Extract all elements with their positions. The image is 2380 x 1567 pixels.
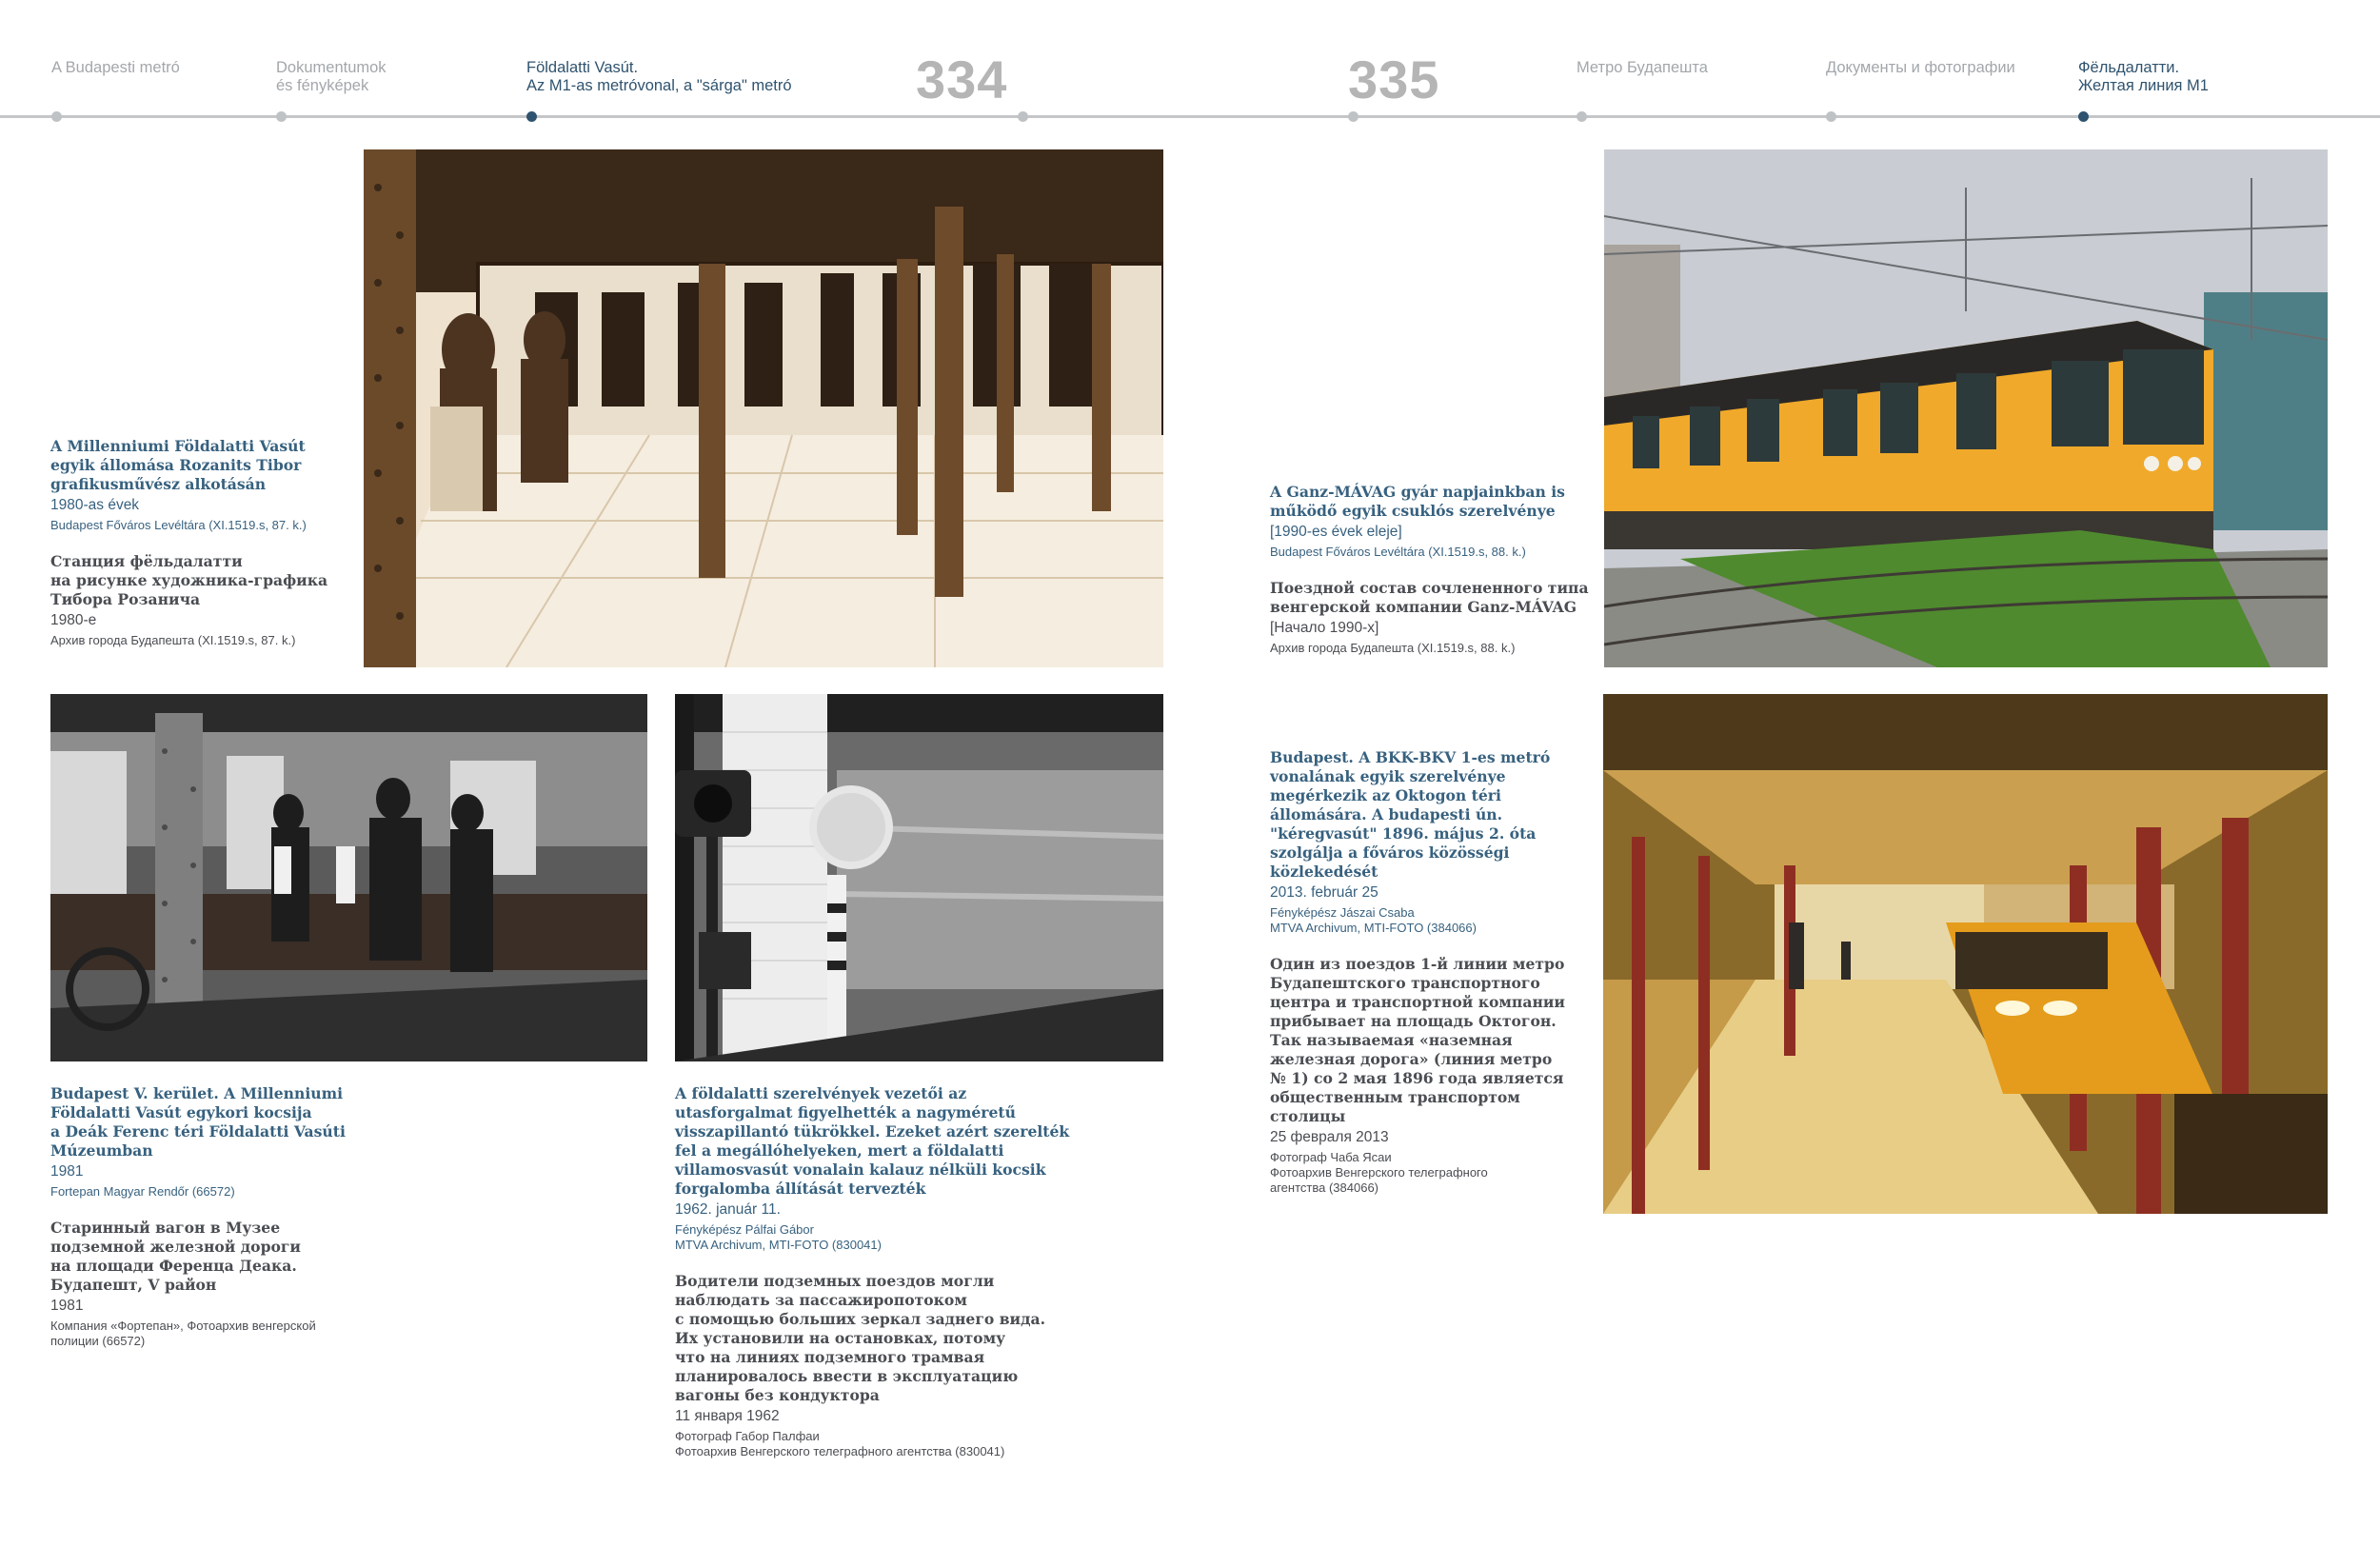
header-dot-active xyxy=(526,111,537,122)
header-dot xyxy=(276,111,287,122)
caption-title-ru: Старинный вагон в Музее подземной железной дороги на площади Ференца Деака. Будапешт, V район xyxy=(50,1219,301,1294)
header-dot xyxy=(1018,111,1028,122)
caption-title-ru: Один из поездов 1-й линии метро Будапештского транспортного центра и транспортной компании прибывает на площадь Октогон. Так называемая «наземная железная дорога» (линия метро № 1) со 2 мая 1896 года является общественным транспортом столицы xyxy=(1270,955,1565,1125)
caption-title-ru: Станция фёльдалатти на рисунке художника-графика Тибора Розанича xyxy=(50,552,328,608)
header-dot xyxy=(1826,111,1836,122)
caption-title-hu: A földalatti szerelvények vezetői az utasforgalmat figyelhették a nagyméretű visszapillantó tükrökkel. Ezeket azért szerelték fel a megállóhelyeken, mert a földalatti villamosvasút vonalain kalauz nélküli kocsik forgalomba állítását tervezték xyxy=(675,1084,1070,1198)
caption-date-ru: 11 января 1962 xyxy=(675,1408,780,1424)
caption-date-hu: 1980-as évek xyxy=(50,497,140,513)
caption-source-hu: Budapest Főváros Levéltára (XI.1519.s, 88. k.) xyxy=(1270,545,1526,559)
header-left-section-1: A Budapesti metró xyxy=(51,59,180,76)
caption-title-ru: Водители подземных поездов могли наблюдать за пассажиропотоком с помощью больших зеркал заднего вида. Их установили на остановках, потому что на линиях подземного трамвая планировалось ввести в эксплуатацию вагоны без кондуктора xyxy=(675,1272,1046,1404)
oktogon-station-image xyxy=(1603,694,2328,1214)
caption-source-hu: Fényképész Pálfai Gábor MTVA Archivum, MTI-FOTO (830041) xyxy=(675,1222,882,1252)
caption-title-hu: Budapest V. kerület. A Millenniumi Földalatti Vasút egykori kocsija a Deák Ferenc téri Földalatti Vasúti Múzeumban xyxy=(50,1084,346,1160)
caption-date-hu: 1962. január 11. xyxy=(675,1201,781,1218)
header-dot xyxy=(1348,111,1359,122)
caption-source-ru: Архив города Будапешта (XI.1519.s, 87. k.) xyxy=(50,633,296,647)
caption-museum-car xyxy=(50,1084,412,1349)
caption-source-hu: Fortepan Magyar Rendőr (66572) xyxy=(50,1184,235,1199)
caption-source-ru: Компания «Фортепан», Фотоархив венгерской полиции (66572) xyxy=(50,1319,316,1348)
header-left-section-3: Földalatti Vasút. Az M1-as metróvonal, a "sárga" metró xyxy=(526,59,792,94)
page-number-right: 335 xyxy=(1348,50,1440,109)
caption-title-hu: A Ganz-MÁVAG gyár napjainkban is működő egyik csuklós szerelvénye xyxy=(1270,483,1565,520)
caption-date-hu: [1990-es évek eleje] xyxy=(1270,524,1402,540)
header-right-section-1: Метро Будапешта xyxy=(1577,59,1708,76)
caption-date-ru: 1980-е xyxy=(50,612,97,628)
caption-mirror-signal xyxy=(675,1084,1170,1459)
caption-date-ru: [Начало 1990-х] xyxy=(1270,620,1379,636)
caption-title-hu: Budapest. A BKK-BKV 1-es metró vonalának egyik szerelvénye megérkezik az Oktogon téri állomására. A budapesti ún. "kéregvasút" 1896. május 2. óta szolgálja a főváros közösségi közlekedését xyxy=(1270,748,1551,881)
header-rule xyxy=(0,115,2380,118)
header-right-section-3: Фёльдалатти. Желтая линия М1 xyxy=(2078,59,2209,94)
caption-date-ru: 1981 xyxy=(50,1298,84,1314)
caption-yellow-train xyxy=(1270,483,1594,656)
caption-source-ru: Фотограф Габор Палфаи Фотоархив Венгерского телеграфного агентства (830041) xyxy=(675,1429,1005,1458)
platform-drawing-image xyxy=(364,149,1163,667)
caption-date-hu: 2013. február 25 xyxy=(1270,884,1378,901)
header-left-section-2: Dokumentumok és fényképek xyxy=(276,59,387,94)
museum-car-image xyxy=(50,694,647,1061)
header-right-section-2: Документы и фотографии xyxy=(1826,59,2015,76)
caption-source-ru: Фотограф Чаба Ясаи Фотоархив Венгерского телеграфного агентства (384066) xyxy=(1270,1150,1488,1195)
mirror-signal-image xyxy=(675,694,1163,1061)
caption-title-hu: A Millenniumi Földalatti Vasút egyik állomása Rozanits Tibor grafikusművész alkotásán xyxy=(50,437,306,493)
caption-title-ru: Поездной состав сочлененного типа венгерской компании Ganz-MÁVAG xyxy=(1270,579,1589,616)
caption-source-hu: Budapest Főváros Levéltára (XI.1519.s, 87. k.) xyxy=(50,518,307,532)
caption-oktogon-station xyxy=(1270,748,1594,1196)
caption-date-hu: 1981 xyxy=(50,1163,84,1180)
header-dot-active xyxy=(2078,111,2089,122)
caption-source-ru: Архив города Будапешта (XI.1519.s, 88. k.) xyxy=(1270,641,1516,655)
header-dot xyxy=(51,111,62,122)
page-number-left: 334 xyxy=(916,50,1008,109)
yellow-train-image xyxy=(1604,149,2328,667)
header-dot xyxy=(1577,111,1587,122)
caption-platform-drawing xyxy=(50,437,355,648)
caption-source-hu: Fényképész Jászai Csaba MTVA Archivum, MTI-FOTO (384066) xyxy=(1270,905,1477,935)
caption-date-ru: 25 февраля 2013 xyxy=(1270,1129,1389,1145)
